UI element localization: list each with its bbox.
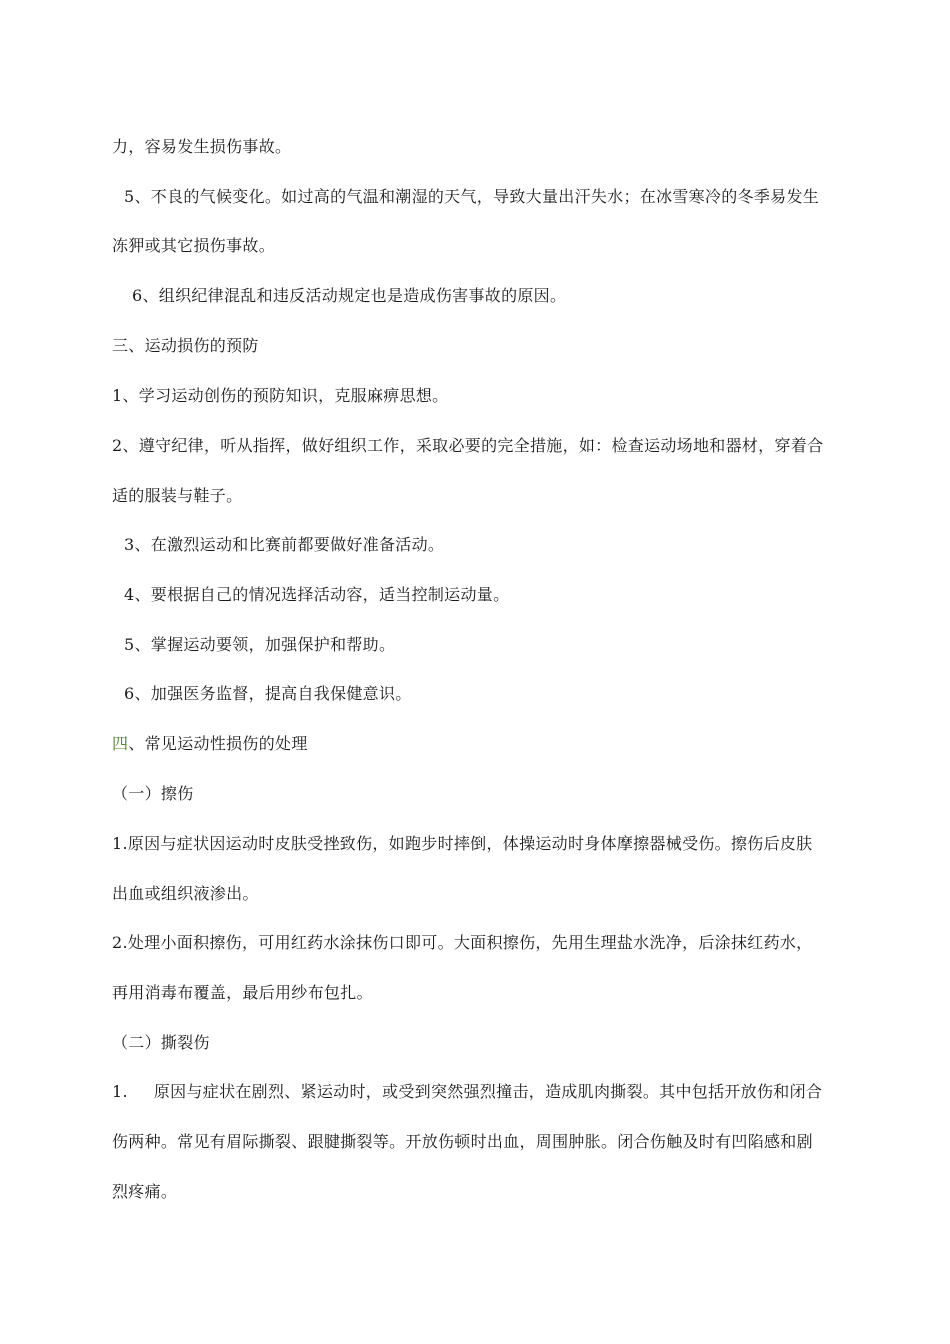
paragraph-line: 6、加强医务监督，提高自我保健意识。 — [124, 684, 412, 703]
paragraph-line: 伤两种。常见有眉际撕裂、跟腱撕裂等。开放伤顿时出血，周围肿胀。闭合伤触及时有凹陷感和剧 — [112, 1132, 813, 1151]
list-number: 1. — [112, 1082, 128, 1101]
paragraph-line: 3、在激烈运动和比赛前都要做好准备活动。 — [124, 535, 445, 554]
paragraph-line: 适的服装与鞋子。 — [112, 486, 243, 505]
paragraph-line: 力，容易发生损伤事故。 — [112, 137, 292, 156]
paragraph-line: 1、学习运动创伤的预防知识，克服麻痹思想。 — [112, 386, 449, 405]
section-number: 四 — [112, 734, 129, 753]
section-heading: 三、运动损伤的预防 — [112, 336, 259, 355]
paragraph-line: 5、不良的气候变化。如过高的气温和潮湿的天气，导致大量出汗失水；在冰雪寒冷的冬季易发生 — [124, 187, 820, 206]
section-title: 、常见运动性损伤的处理 — [128, 734, 308, 753]
subsection-heading: （一）擦伤 — [112, 784, 194, 803]
paragraph-line: 冻狎或其它损伤事故。 — [112, 236, 276, 255]
paragraph-line: 6、组织纪律混乱和违反活动规定也是造成伤害事故的原因。 — [132, 286, 567, 305]
paragraph-line: 2.处理小面积擦伤，可用红药水涂抹伤口即可。大面积擦伤，先用生理盐水洗净，后涂抹红药水， — [112, 933, 813, 952]
paragraph-line: 再用消毒布覆盖，最后用纱布包扎。 — [112, 983, 373, 1002]
section-heading — [112, 734, 308, 754]
subsection-heading: （二）撕裂伤 — [112, 1033, 210, 1052]
paragraph-line: 烈疼痛。 — [112, 1182, 178, 1201]
paragraph-text: 原因与症状在剧烈、紧运动时，或受到突然强烈撞击，造成肌肉撕裂。其中包括开放伤和闭合 — [153, 1082, 823, 1101]
paragraph-line: 1.原因与症状因运动时皮肤受挫致伤，如跑步时摔倒，体操运动时身体摩擦器械受伤。擦伤后皮肤 — [112, 834, 813, 853]
paragraph-line — [112, 1082, 822, 1102]
paragraph-line: 出血或组织液渗出。 — [112, 884, 259, 903]
paragraph-line: 5、掌握运动要领，加强保护和帮助。 — [124, 635, 396, 654]
paragraph-line: 2、遵守纪律，听从指挥，做好组织工作，采取必要的完全措施，如：检查运动场地和器材，穿着合 — [112, 436, 824, 455]
paragraph-line: 4、要根据自己的情况选择活动容，适当控制运动量。 — [124, 585, 510, 604]
